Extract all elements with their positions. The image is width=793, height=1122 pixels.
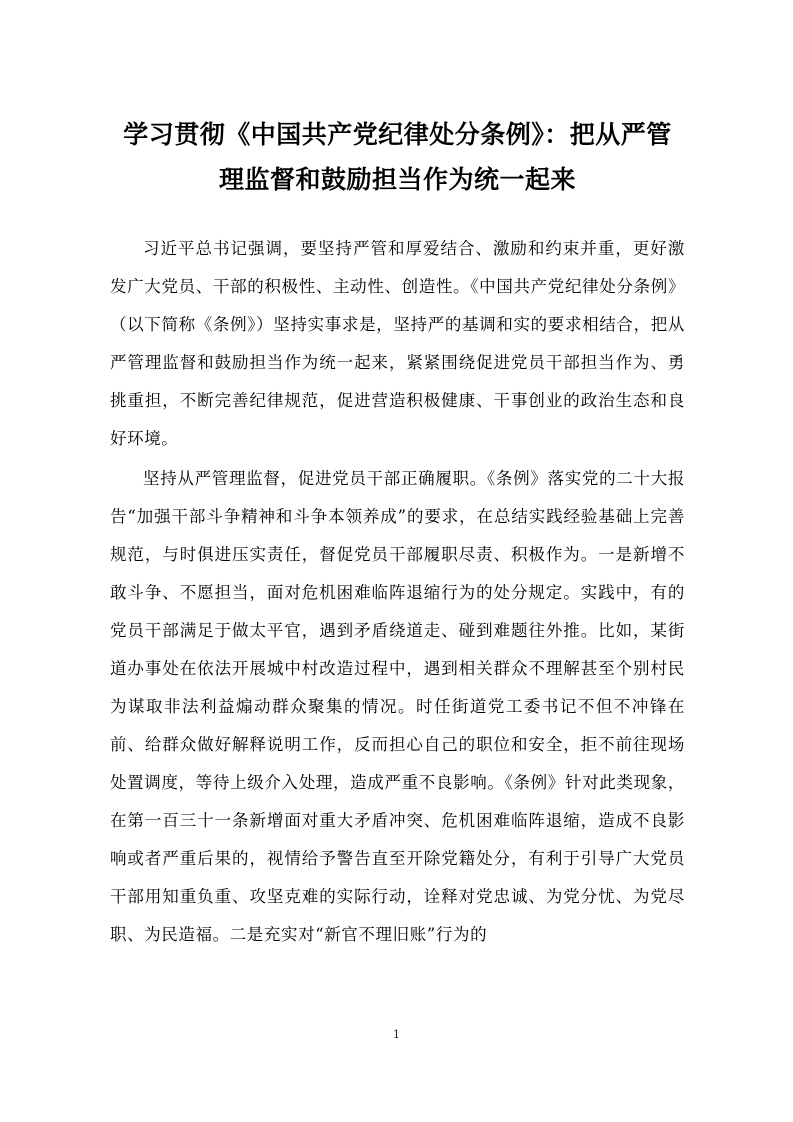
paragraph-1: 习近平总书记强调，要坚持严管和厚爱结合、激励和约束并重，更好激发广大党员、干部的积极性、主动性、创造性。《中国共产党纪律处分条例》（以下简称《条例》）坚持实事求是，坚持严的基调和实的要求相结合，把从严管理监督和鼓励担当作为统一起来，紧紧围绕促进党员干部担当作为、勇挑重担，不断完善纪律规范，促进营造积极健康、干事创业的政治生态和良好环境。 xyxy=(110,239,685,448)
page-number: 1 xyxy=(393,1028,400,1041)
document-body xyxy=(110,230,685,954)
document-content xyxy=(110,112,685,956)
paragraph-2: 坚持从严管理监督，促进党员干部正确履职。《条例》落实党的二十大报告“加强干部斗争精神和斗争本领养成”的要求，在总结实践经验基础上完善规范，与时俱进压实责任，督促党员干部履职尽责、积极作为。一是新增不敢斗争、不愿担当，面对危机困难临阵退缩行为的处分规定。实践中，有的党员干部满足于做太平官，遇到矛盾绕道走、碰到难题往外推。比如，某街道办事处在依法开展城中村改造过程中，遇到相关群众不理解甚至个别村民为谋取非法利益煽动群众聚集的情况。时任街道党工委书记不但不冲锋在前、给群众做好解释说明工作，反而担心自己的职位和安全，拒不前往现场处置调度，等待上级介入处理，造成严重不良影响。《条例》针对此类现象，在第一百三十一条新增面对重大矛盾冲突、危机困难临阵退缩，造成不良影响或者严重后果的，视情给予警告直至开除党籍处分，有利于引导广大党员干部用知重负重、攻坚克难的实际行动，诠释对党忠诚、为党分忧、为党尽职、为民造福。二是充实对“新官不理旧账”行为的 xyxy=(110,469,685,944)
page-title: 学习贯彻《中国共产党纪律处分条例》：把从严管理监督和鼓励担当作为统一起来 xyxy=(123,120,672,194)
